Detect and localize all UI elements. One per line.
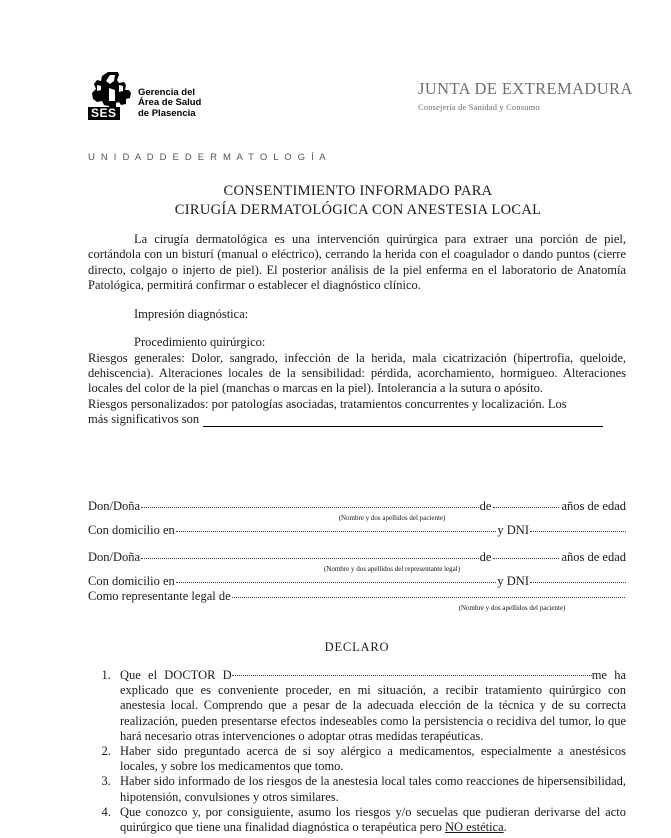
risks-personalized-text: Riesgos personalizados: por patologías asociadas, tratamientos concurrentes y localización. Los	[88, 396, 567, 411]
representative-dni-label: y DNI	[497, 574, 529, 588]
declaro-item-3	[114, 774, 626, 804]
impresion-diagnostica-label: Impresión diagnóstica:	[134, 307, 249, 322]
declaro-item-4-underlined: NO estética	[445, 820, 504, 835]
representative-name-input[interactable]	[141, 558, 479, 559]
patient-name-label: Don/Doña	[88, 499, 141, 513]
ses-logo-mark-icon	[88, 72, 134, 120]
document-body	[88, 232, 626, 427]
ses-logo-text	[138, 88, 201, 121]
patient-dni-label: y DNI	[497, 523, 529, 537]
risks-personalized-text2: más significativos son	[88, 411, 200, 426]
patient-de-label: de	[479, 499, 492, 513]
junta-extremadura-block	[418, 79, 633, 113]
representative-of-caption: (Nombre y dos apellidos del paciente)	[458, 604, 566, 612]
declaro-item-4	[114, 805, 626, 835]
representative-of-row	[88, 589, 626, 604]
page-title-line1: CONSENTIMIENTO INFORMADO PARA	[223, 183, 493, 199]
representative-name-caption: (Nombre y dos apellidos del representante legal)	[323, 565, 461, 573]
declaro-item-2-rest: Haber sido preguntado acerca de si soy alérgico a medicamentos, especialmente a anestésicos locales, y sobre los medicamentos que tomo.	[120, 744, 626, 774]
representative-address-row	[88, 574, 626, 589]
patient-name-input[interactable]	[141, 507, 479, 508]
intro-paragraph: La cirugía dermatológica es una intervención quirúrgica para extraer una porción de piel, cortándola con un bisturí (manual o eléctrico), cerrando la herida con el coagulador o dando puntos (cierre directo, colgajo o injerto de piel). El posterior análisis de la piel enferma en el laboratorio de Anatomía Patológica, permitirá confirmar o establecer el diagnóstico clínico.	[88, 232, 626, 292]
declaro-list-container	[88, 668, 626, 835]
declaro-item-1	[114, 668, 626, 744]
fillin-section	[88, 499, 626, 613]
risks-personalized-paragraph	[88, 397, 626, 412]
declaro-item-1-rest: me ha explicado que es conveniente proceder, en mi situación, a recibir tratamiento quirúrgico con anestesia local. Comprendo que a pesar de la adecuada elección de la técnica y de su correcta realización, pueden presentarse efectos indeseables como la persistencia o recidiva del tumor, lo que hará necesario otras intervenciones o adoptar otras medidas terapéuticas.	[120, 668, 626, 743]
junta-subtitle: Consejería de Sanidad y Consumo	[418, 102, 540, 112]
junta-title: JUNTA DE EXTREMADURA	[418, 79, 633, 98]
risks-general-paragraph: Riesgos generales: Dolor, sangrado, infección de la herida, mala cicatrización (hipertrofia, queloide, dehiscencia). Alteraciones locales de la sensibilidad: pérdida, acorchamiento, hormigueo. Alteraciones locales del color de la piel (manchas o marcas en la piel). Intolerancia a la sutura o apósito.	[88, 350, 626, 396]
ses-logo-line2: Área de Salud	[138, 97, 202, 108]
representative-name-label: Don/Doña	[88, 550, 141, 564]
representative-address-input[interactable]	[176, 582, 497, 583]
patient-name-caption: (Nombre y dos apellidos del paciente)	[338, 514, 446, 522]
representative-of-label: Como representante legal de	[88, 589, 231, 603]
declaro-item-2	[114, 744, 626, 774]
representative-address-label: Con domicilio en	[88, 574, 175, 588]
representative-dni-input[interactable]	[530, 582, 626, 583]
representative-age-input[interactable]	[493, 558, 559, 559]
risks-fill-rule[interactable]	[203, 416, 603, 427]
declaro-item-4-rest: Que conozco y, por consiguiente, asumo los riesgos y/o secuelas que pudieran derivarse del acto quirúrgico que tiene una finalidad diagnóstica o terapéutica pero	[120, 804, 626, 835]
patient-address-row	[88, 523, 626, 538]
patient-name-row	[88, 499, 626, 514]
representative-name-row	[88, 550, 626, 565]
document-header	[88, 72, 633, 144]
patient-address-label: Con domicilio en	[88, 523, 175, 537]
risks-personalized-line2	[88, 412, 626, 427]
ses-logo-line3: de Plasencia	[138, 107, 196, 119]
doctor-name-input[interactable]	[232, 675, 592, 676]
declaro-heading: DECLARO	[324, 640, 390, 654]
page-title	[88, 182, 628, 220]
patient-address-input[interactable]	[176, 531, 497, 532]
declaro-item-1-lead: Que el DOCTOR D	[120, 668, 232, 682]
representative-de-label: de	[479, 550, 492, 564]
patient-dni-input[interactable]	[530, 531, 626, 532]
patient-age-label: años de edad	[561, 499, 626, 513]
procedimiento-quirurgico-label: Procedimiento quirúrgico:	[134, 335, 266, 350]
ses-logo	[88, 72, 201, 120]
representative-of-input[interactable]	[232, 597, 625, 598]
declaro-list	[88, 668, 626, 835]
declaro-item-4-tail: .	[503, 820, 507, 835]
page-title-line2: CIRUGÍA DERMATOLÓGICA CON ANESTESIA LOCAL	[174, 202, 542, 218]
fillin-spacer	[88, 538, 626, 550]
unidad-label: U N I D A D D E D E R M A T O L O G Í A	[88, 152, 328, 163]
declaro-item-3-rest: Haber sido informado de los riesgos de la anestesia local tales como reacciones de hipersensibilidad, hipotensión, convulsiones y otros similares.	[120, 774, 626, 804]
representative-age-label: años de edad	[561, 550, 626, 564]
ses-logo-line1: Gerencia del	[138, 86, 196, 98]
patient-age-input[interactable]	[493, 507, 559, 508]
ses-badge: SES	[88, 107, 120, 120]
